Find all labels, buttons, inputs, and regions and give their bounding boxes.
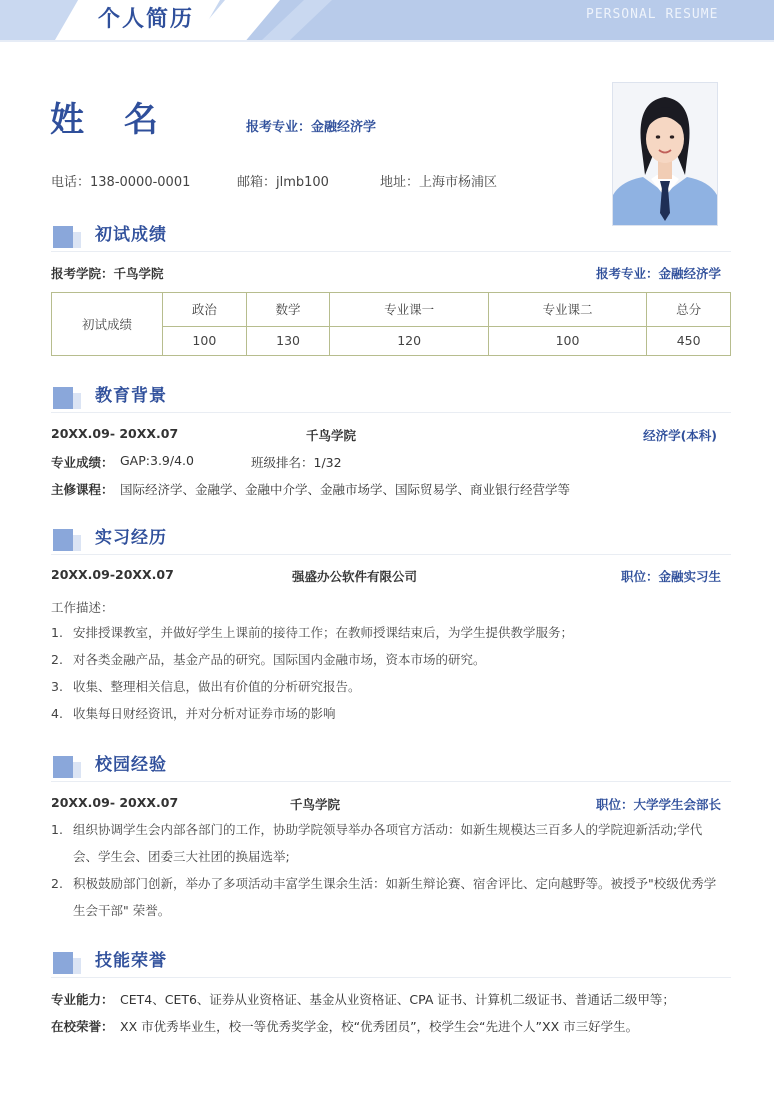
section-header-scores [51, 218, 731, 246]
ability-label: 专业能力： [51, 992, 114, 1007]
list-item: 3. 收集、整理相关信息，做出有价值的分析研究报告。 [51, 679, 361, 694]
campus-period: 20XX.09- 20XX.07 [51, 795, 179, 810]
section-header-education [51, 379, 731, 407]
score-value: 120 [330, 326, 488, 355]
section-header-internship [51, 521, 731, 549]
candidate-name: 姓 名 [50, 100, 172, 140]
score-header: 专业课一 [330, 293, 488, 327]
score-header: 专业课二 [488, 293, 646, 327]
internship-duties [51, 619, 723, 727]
email-text: 邮箱：jlmb100 [237, 175, 329, 190]
resume-subtitle: PERSONAL RESUME [586, 7, 719, 22]
applied-major: 报考专业：金融经济学 [246, 120, 377, 135]
campus-position: 职位：大学学生会部长 [595, 797, 721, 812]
gpa-label: 专业成绩： [51, 455, 114, 470]
campus-school: 千鸟学院 [290, 797, 341, 812]
section-title: 技能荣誉 [95, 951, 167, 971]
education-school: 千鸟学院 [306, 428, 357, 443]
class-rank: 班级排名：1/32 [251, 455, 342, 470]
honor-label: 在校荣誉： [51, 1019, 114, 1034]
score-header: 政治 [163, 293, 247, 327]
gpa-value: GAP:3.9/4.0 [120, 453, 194, 468]
phone-text: 电话：138-0000-0001 [51, 175, 191, 190]
list-item: 1. 安排授课教室，并做好学生上课前的接待工作；在教师授课结束后，为学生提供教学服务； [51, 625, 574, 640]
scores-table [51, 292, 731, 356]
section-title: 教育背景 [95, 386, 167, 406]
major-label: 报考专业：金融经济学 [595, 266, 721, 281]
score-value: 100 [488, 326, 646, 355]
internship-period: 20XX.09-20XX.07 [51, 567, 174, 582]
list-item: 1. 组织协调学生会内部各部门的工作，协助学院领导举办各项官方活动：如新生规模达三百多人的学院迎新活动;学代会、学生会、团委三大社团的换届选举; [51, 822, 703, 864]
list-item: 2. 积极鼓励部门创新，举办了多项活动丰富学生课余生活：如新生辩论赛、宿舍评比、定向越野等。被授予"校级优秀学生会干部" 荣誉。 [51, 876, 717, 918]
work-desc-label: 工作描述： [51, 600, 114, 615]
section-header-campus [51, 748, 731, 776]
campus-duties [51, 816, 723, 924]
school-label: 报考学院：千鸟学院 [51, 266, 164, 281]
score-value: 130 [246, 326, 330, 355]
score-header: 数学 [246, 293, 330, 327]
courses-label: 主修课程： [51, 482, 114, 497]
courses-text: 国际经济学、金融学、金融中介学、金融市场学、国际贸易学、商业银行经营学等 [120, 482, 571, 497]
honor-text: XX 市优秀毕业生，校一等优秀奖学金，校“优秀团员”，校学生会“先进个人”XX 市三好学生。 [120, 1019, 639, 1034]
scores-row-label: 初试成绩 [52, 293, 163, 356]
internship-position: 职位：金融实习生 [620, 569, 721, 584]
education-degree: 经济学(本科) [643, 428, 717, 443]
score-header: 总分 [647, 293, 731, 327]
section-header-skills [51, 944, 731, 972]
list-item: 4. 收集每日财经资讯，并对分析对证券市场的影响 [51, 706, 336, 721]
list-item: 2. 对各类金融产品，基金产品的研究。国际国内金融市场，资本市场的研究。 [51, 652, 486, 667]
section-title: 初试成绩 [95, 225, 167, 245]
score-value: 100 [163, 326, 247, 355]
profile-photo [612, 82, 718, 226]
education-period: 20XX.09- 20XX.07 [51, 426, 179, 441]
section-title: 校园经验 [95, 755, 167, 775]
internship-company: 强盛办公软件有限公司 [292, 569, 418, 584]
address-text: 地址：上海市杨浦区 [380, 175, 498, 190]
section-title: 实习经历 [95, 528, 167, 548]
score-value: 450 [647, 326, 731, 355]
ability-text: CET4、CET6、证券从业资格证、基金从业资格证、CPA 证书、计算机二级证书、普通话二级甲等； [120, 992, 675, 1007]
resume-title: 个人简历 [98, 7, 195, 32]
